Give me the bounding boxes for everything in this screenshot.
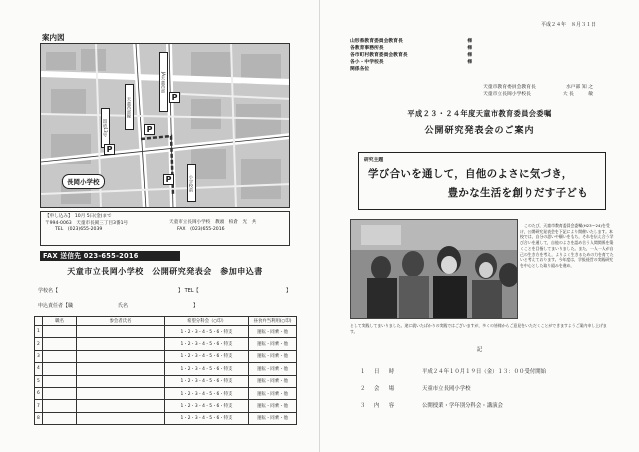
- parking-icon-4: P: [163, 174, 174, 185]
- form-title: 天童市立長岡小学校 公開研究発表会 参加申込書: [67, 267, 263, 276]
- table-header: 希望分科会（○印）: [165, 317, 249, 326]
- table-header: 職名: [43, 317, 77, 326]
- table-row: [35, 350, 297, 362]
- table-cell: 1: [35, 326, 43, 338]
- school-location-label: 長岡小学校: [62, 174, 105, 189]
- table-header-row: [35, 317, 297, 326]
- table-cell[interactable]: [43, 363, 77, 375]
- detail-row: [360, 379, 546, 396]
- detail-value: 平成２４年１０月１９日（金）１３：００受付開始: [422, 368, 546, 375]
- recipient-name: 各教育事務所長: [350, 46, 384, 51]
- sender-org: 天童市立長岡小学校長: [483, 92, 531, 97]
- table-cell[interactable]: [43, 350, 77, 362]
- table-cell: 1・2・3・4・5・6・特支: [165, 350, 249, 362]
- table-cell: 4: [35, 363, 43, 375]
- sender-row: [483, 84, 593, 91]
- issue-date: 平成２４年 ８月３１日: [541, 22, 597, 28]
- apply-school: 天童市立長岡小学校 教頭 柏倉 光 共: [169, 220, 257, 225]
- table-cell: 1・2・3・4・5・6・特支: [165, 387, 249, 399]
- table-cell: 1・2・3・4・5・6・特支: [165, 375, 249, 387]
- detail-number: ２: [360, 385, 366, 392]
- detail-number: １: [360, 368, 366, 375]
- table-cell: 運転・同乗・他: [249, 338, 297, 350]
- table-cell: 7: [35, 400, 43, 412]
- intro-text: このたび，天童市教育委員会委嘱(H23〜24)を受け，公開研究発表会を下記により開催いたします。本校では，自分の思いや願いをもち，それを伝え合う学び合いを通して，自他のよさを認め合う人間関係を築くことを目指してまいりました。また，一人一人が自己の生き方を考え，よりよく生きるための力を育てたいと考えております。今年度は，学級経営の実践研究を中心とした取り組みを進め，: [520, 223, 614, 268]
- detail-label: 日 時: [374, 368, 397, 375]
- recipient-row: [350, 45, 472, 52]
- table-cell: 5: [35, 375, 43, 387]
- table-cell: 運転・同乗・他: [249, 363, 297, 375]
- table-cell[interactable]: [77, 412, 165, 424]
- sender-list: [483, 84, 593, 98]
- parking-icon-2: P: [144, 124, 155, 135]
- classroom-photo: [350, 219, 518, 319]
- apply-deadline: 【申し込み】 10月 5日(金)まで: [45, 214, 112, 219]
- table-row: [35, 363, 297, 375]
- recipient-suffix: 様: [467, 60, 472, 65]
- apply-tel: TEL (023)655-2039: [55, 227, 103, 232]
- apply-address: 〒994-0063 天童市長岡三丁目3番1号: [45, 220, 129, 226]
- theme-label: 研究主題: [364, 158, 384, 163]
- recipient-name: 各小・中学校長: [350, 60, 384, 65]
- detail-row: [360, 362, 546, 379]
- applicant-close: 】: [193, 303, 199, 309]
- table-cell[interactable]: [77, 363, 165, 375]
- sender-name: 大 長 敏: [562, 92, 593, 97]
- recipient-name: 山形県教育委員会教育長: [350, 39, 403, 44]
- road-label-2: 天童西部線: [125, 84, 134, 130]
- table-cell[interactable]: [77, 338, 165, 350]
- detail-number: ３: [360, 402, 366, 409]
- school-name-label: 学校名【: [38, 288, 59, 294]
- theme-line-1: 学び合いを通して，自他のよさに気づき，: [368, 168, 573, 180]
- detail-label: 会 場: [374, 385, 397, 392]
- table-row: [35, 412, 297, 424]
- application-info-box: [40, 211, 290, 246]
- detail-value: 天童市立長岡小学校: [422, 385, 471, 392]
- table-cell[interactable]: [43, 326, 77, 338]
- table-cell: 1・2・3・4・5・6・特支: [165, 400, 249, 412]
- sender-org: 天童市教育委員会教育長: [483, 85, 536, 90]
- table-cell: 8: [35, 412, 43, 424]
- table-header: 参会者氏名: [77, 317, 165, 326]
- ki-heading: 記: [476, 347, 483, 353]
- recipient-row: [350, 52, 472, 59]
- table-cell[interactable]: [43, 375, 77, 387]
- table-cell: 1・2・3・4・5・6・特支: [165, 412, 249, 424]
- table-row: [35, 400, 297, 412]
- table-cell[interactable]: [77, 350, 165, 362]
- recipient-row: [350, 66, 472, 73]
- table-cell: 1・2・3・4・5・6・特支: [165, 338, 249, 350]
- table-cell: 2: [35, 338, 43, 350]
- table-cell[interactable]: [77, 326, 165, 338]
- parking-icon-3: P: [104, 144, 115, 155]
- road-label-3: 国道13号: [101, 108, 110, 148]
- apply-fax: FAX (023)655-2016: [177, 226, 225, 232]
- right-page: [320, 0, 639, 452]
- road-label-4: 小学校前: [187, 164, 196, 202]
- table-cell: 運転・同乗・他: [249, 326, 297, 338]
- table-row: [35, 387, 297, 399]
- applicant-label: 申込責任者【職: [38, 303, 74, 309]
- road-label-1: JA天童西部: [159, 52, 168, 112]
- recipient-row: [350, 38, 472, 45]
- recipient-row: [350, 59, 472, 66]
- recipient-name: 各市町村教育委員会教育長: [350, 53, 408, 58]
- table-cell[interactable]: [43, 387, 77, 399]
- table-cell[interactable]: [43, 338, 77, 350]
- table-cell: 1・2・3・4・5・6・特支: [165, 363, 249, 375]
- fax-destination: FAX 送信先 023-655-2016: [40, 251, 180, 261]
- table-row: [35, 375, 297, 387]
- sender-name: 水戸部 知 之: [565, 85, 593, 90]
- map-title: 案内図: [42, 33, 65, 42]
- table-cell: 運転・同乗・他: [249, 375, 297, 387]
- table-cell: 1・2・3・4・5・6・特支: [165, 326, 249, 338]
- table-cell[interactable]: [43, 412, 77, 424]
- table-row: [35, 338, 297, 350]
- sender-row: [483, 91, 593, 98]
- research-theme-box: [358, 152, 606, 210]
- table-row: [35, 326, 297, 338]
- left-page: [0, 0, 319, 452]
- table-cell: 運転・同乗・他: [249, 412, 297, 424]
- recipient-suffix: 様: [467, 53, 472, 58]
- parking-icon-1: P: [169, 92, 180, 103]
- table-cell: 3: [35, 350, 43, 362]
- recipient-list: [350, 38, 472, 73]
- main-title: 公開研究発表会のご案内: [424, 126, 535, 136]
- table-cell[interactable]: [77, 375, 165, 387]
- table-cell[interactable]: [77, 387, 165, 399]
- table-cell[interactable]: [77, 400, 165, 412]
- tel-close: 】: [286, 288, 292, 294]
- commission-title: 平成２３・２４年度天童市教育委員会委嘱: [407, 109, 552, 118]
- tel-label: 】 TEL【: [178, 288, 199, 294]
- table-cell[interactable]: [43, 400, 77, 412]
- detail-row: [360, 396, 546, 413]
- applicant-name-label: 氏名: [118, 303, 129, 309]
- theme-line-2: 豊かな生活を創りだす子ども: [447, 187, 588, 199]
- recipient-suffix: 様: [467, 46, 472, 51]
- classroom-photo-image: [351, 220, 518, 319]
- table-cell: 運転・同乗・他: [249, 400, 297, 412]
- recipient-suffix: 様: [467, 39, 472, 44]
- detail-value: 公開授業・学年別分科会・講演会: [422, 402, 503, 409]
- table-cell: 6: [35, 387, 43, 399]
- table-header: [35, 317, 43, 326]
- table-header: 昼食弁当利用(○印): [249, 317, 297, 326]
- detail-label: 内 容: [374, 402, 397, 409]
- table-cell: 運転・同乗・他: [249, 350, 297, 362]
- event-details: [360, 362, 546, 413]
- application-table: [34, 316, 297, 425]
- intro-text-continued: として実践してまいりました。途に就いたばかりの実践ではございますが，多くの皆様からご意見をいただくことができますようご案内申し上げます。: [350, 323, 607, 334]
- table-cell: 運転・同乗・他: [249, 387, 297, 399]
- recipient-name: 関係各位: [350, 67, 370, 72]
